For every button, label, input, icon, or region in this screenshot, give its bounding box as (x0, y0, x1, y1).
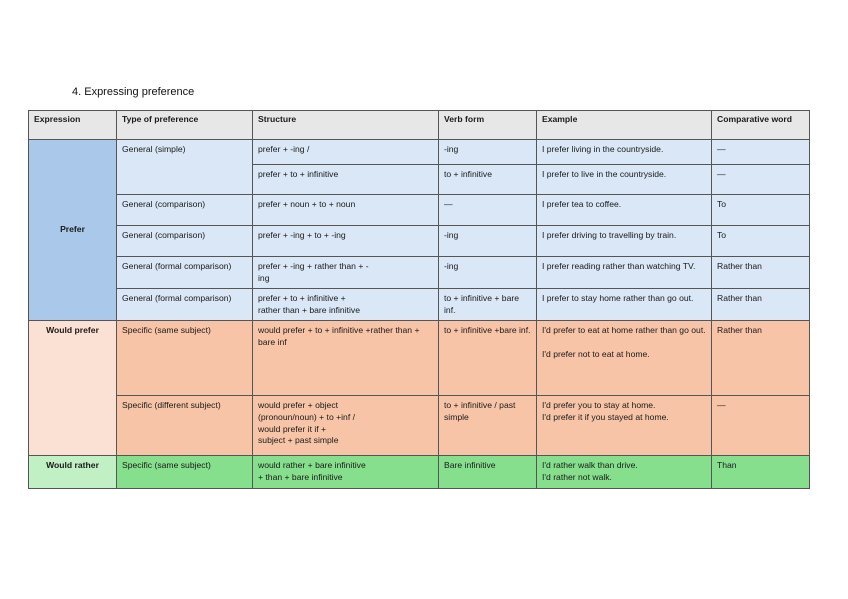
verb-form-cell: -ing (439, 257, 537, 289)
structure-line: prefer + -ing + rather than + - (258, 261, 369, 271)
type-cell: Specific (same subject) (117, 321, 253, 396)
col-header-type: Type of preference (117, 111, 253, 140)
col-header-expression: Expression (29, 111, 117, 140)
structure-cell: prefer + to + infinitive (253, 165, 439, 195)
example-line: I'd rather not walk. (542, 471, 612, 482)
example-cell: I prefer to live in the countryside. (537, 165, 712, 195)
col-header-structure: Structure (253, 111, 439, 140)
table-row (29, 226, 810, 257)
type-cell: General (simple) (117, 140, 253, 195)
preference-table (28, 110, 810, 489)
structure-cell (253, 257, 439, 289)
example-cell: I prefer tea to coffee. (537, 195, 712, 226)
type-cell: General (formal comparison) (117, 289, 253, 321)
structure-line: subject + past simple (258, 435, 339, 446)
structure-line: (pronoun/noun) + to +inf / (258, 411, 355, 422)
col-header-example: Example (537, 111, 712, 140)
table-row (29, 321, 810, 396)
table-row (29, 289, 810, 321)
comparative-cell: To (712, 195, 810, 226)
structure-line: prefer + to + infinitive + (258, 293, 346, 304)
verb-form-cell: Bare infinitive (439, 456, 537, 488)
structure-cell (253, 396, 439, 456)
type-cell: Specific (different subject) (117, 396, 253, 456)
example-line: I'd rather walk than drive. (542, 460, 638, 471)
col-header-verb-form: Verb form (439, 111, 537, 140)
table-row (29, 456, 810, 488)
verb-form-cell: — (439, 195, 537, 226)
table-row (29, 396, 810, 456)
structure-line: + than + bare infinitive (258, 471, 343, 482)
comparative-cell: Rather than (712, 289, 810, 321)
structure-line: rather than + bare infinitive (258, 304, 360, 315)
verb-form-cell: -ing (439, 140, 537, 165)
verb-form-cell: to + infinitive +bare inf. (439, 321, 537, 396)
example-line: I'd prefer not to eat at home. (542, 348, 650, 359)
example-cell (537, 321, 712, 396)
structure-cell (253, 289, 439, 321)
structure-cell: prefer + -ing + to + -ing (253, 226, 439, 257)
comparative-cell: Rather than (712, 321, 810, 396)
table-row (29, 257, 810, 289)
verb-form-cell: to + infinitive (439, 165, 537, 195)
example-cell: I prefer driving to travelling by train. (537, 226, 712, 257)
section-heading: 4. Expressing preference (72, 86, 195, 98)
structure-cell: prefer + -ing / (253, 140, 439, 165)
expression-cell-prefer: Prefer (29, 140, 117, 321)
structure-cell: would prefer + to + infinitive +rather than + bare inf (253, 321, 439, 396)
structure-line: would prefer it if + (258, 423, 327, 434)
example-line: I'd prefer to eat at home rather than go out. (542, 325, 706, 336)
type-cell: General (comparison) (117, 226, 253, 257)
structure-cell (253, 456, 439, 488)
structure-line: would prefer + object (258, 400, 339, 411)
table-row (29, 140, 810, 165)
type-cell: Specific (same subject) (117, 456, 253, 488)
table-row (29, 195, 810, 226)
example-line: I'd prefer you to stay at home. (542, 400, 656, 411)
verb-form-cell: -ing (439, 226, 537, 257)
example-cell (537, 396, 712, 456)
example-cell (537, 456, 712, 488)
example-cell: I prefer to stay home rather than go out. (537, 289, 712, 321)
comparative-cell: Than (712, 456, 810, 488)
col-header-comparative: Comparative word (712, 111, 810, 140)
example-cell: I prefer living in the countryside. (537, 140, 712, 165)
comparative-cell: — (712, 140, 810, 165)
example-line: I'd prefer it if you stayed at home. (542, 411, 669, 422)
header-row (29, 111, 810, 140)
structure-cell: prefer + noun + to + noun (253, 195, 439, 226)
verb-form-cell: to + infinitive + bare inf. (439, 289, 537, 321)
expression-cell-would-rather: Would rather (29, 456, 117, 488)
example-cell: I prefer reading rather than watching TV. (537, 257, 712, 289)
structure-line: would rather + bare infinitive (258, 460, 366, 471)
type-cell: General (comparison) (117, 195, 253, 226)
comparative-cell: — (712, 396, 810, 456)
comparative-cell: Rather than (712, 257, 810, 289)
expression-cell-would-prefer: Would prefer (29, 321, 117, 456)
verb-form-cell: to + infinitive / past simple (439, 396, 537, 456)
comparative-cell: To (712, 226, 810, 257)
comparative-cell: — (712, 165, 810, 195)
type-cell: General (formal comparison) (117, 257, 253, 289)
structure-line: ing (258, 272, 270, 283)
